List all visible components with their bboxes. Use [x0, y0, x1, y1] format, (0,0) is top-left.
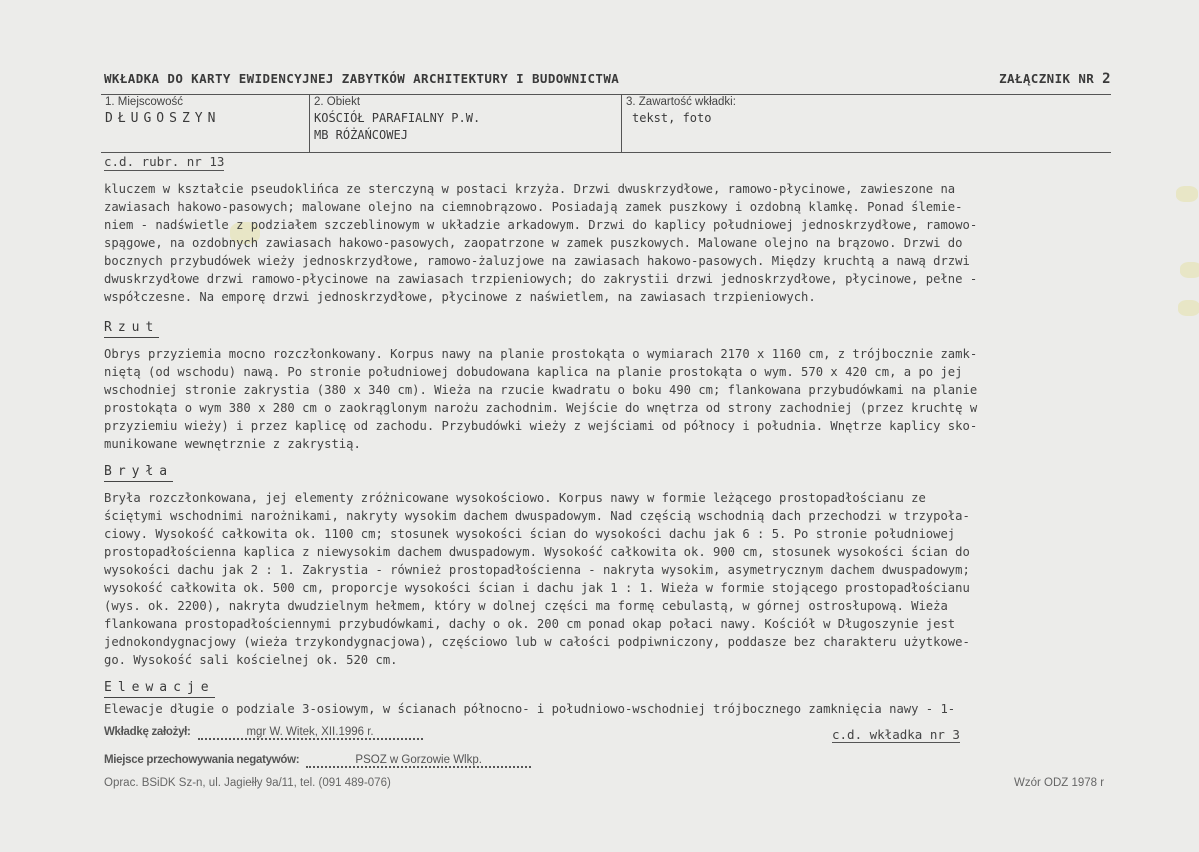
object-cell	[309, 95, 622, 152]
text-line: wysokości dachu jak 2 : 1. Zakrystia - również prostopadłościenna - nakryta wysokim, asymetrycznym dachem dwuspadowym;	[104, 563, 970, 577]
elewacje-paragraph	[104, 700, 1124, 718]
text-line: bocznych przybudówek wieży jednoskrzydłowe, ramowo-żaluzjowe na zawiasach hakowo-pasowych. Między kruchtą a nawą drzwi	[104, 254, 970, 268]
text-line: Elewacje długie o podziale 3-osiowym, w ścianach północno- i południowo-wschodniej trójbocznego zamknięcia nawy - 1-	[104, 702, 956, 716]
continued-insert-note	[832, 727, 960, 743]
text-line: zawiasach hakowo-pasowych; malowane olejno na ciemnobrązowo. Posiadają zamek puszkowy i ozdobną klamkę. Ponad ślemie-	[104, 200, 963, 214]
insert-author-text: mgr W. Witek, XII.1996 r.	[246, 726, 374, 738]
insert-author-row	[104, 724, 423, 740]
content-label: 3. Zawartość wkładki:	[626, 96, 736, 108]
continuation-note: c.d. rubr. nr 13	[104, 154, 225, 169]
text-line: ściętymi wschodnimi narożnikami, nakryty wysokim dachem dwuspadowym. Nad częścią wschodnią dach przechodzi w trzypoła-	[104, 509, 970, 523]
annex-label: ZAŁĄCZNIK NR	[999, 71, 1095, 86]
form-title: WKŁADKA DO KARTY EWIDENCYJNEJ ZABYTKÓW ARCHITEKTURY I BUDOWNICTWA	[104, 71, 620, 86]
object-value-line1: KOŚCIÓŁ PARAFIALNY P.W.	[314, 111, 481, 125]
locality-label: 1. Miejscowość	[105, 96, 183, 108]
object-label: 2. Obiekt	[314, 96, 361, 108]
form-pattern: Wzór ODZ 1978 r	[1014, 777, 1105, 789]
section-title-elewacje: Elewacje	[104, 680, 215, 698]
annex-number	[999, 71, 1111, 87]
text-line: wysokość całkowita ok. 500 cm, proporcje wysokości ścian i dachu jak 1 : 1. Wieża w formie stojącego prostopadłościanu	[104, 581, 970, 595]
text-line: dwuskrzydłowe drzwi ramowo-płycinowe na zawiasach trzpieniowych; do zakrystii drzwi jednoskrzydłowe, płycinowe, pełne -	[104, 272, 978, 286]
content-value: tekst, foto	[632, 111, 712, 125]
header-grid	[101, 94, 1111, 153]
text-line: współczesne. Na emporę drzwi jednoskrzydłowe, płycinowe z naświetlem, na zawiasach trzpieniowych.	[104, 290, 816, 304]
text-line: jednokondygnacjowy (wieża trzykondygnacjowa), częściowo lub w całości podpiwniczony, poddasze bez charakteru użytkowe-	[104, 635, 970, 649]
insert-author-label: Wkładkę założył:	[104, 726, 191, 738]
object-value-line2: MB RÓŻAŃCOWEJ	[314, 128, 408, 142]
locality-value: DŁUGOSZYN	[105, 111, 221, 126]
negatives-storage-text: PSOZ w Gorzowie Wlkp.	[355, 754, 482, 766]
rzut-paragraph	[104, 345, 1124, 453]
text-line: niętą (od wschodu) nawą. Po stronie południowej dobudowana kaplica na planie prostokąta o wym. 570 x 420 cm, a po jej	[104, 365, 963, 379]
negatives-storage-value	[306, 754, 531, 768]
prepared-by: Oprac. BSiDK Sz-n, ul. Jagiełły 9a/11, tel. (091 489-076)	[104, 777, 391, 789]
locality-cell	[101, 95, 309, 152]
bryla-paragraph	[104, 489, 1124, 669]
text-line: kluczem w kształcie pseudoklińca ze sterczyną w postaci krzyża. Drzwi dwuskrzydłowe, ramowo-płycinowe, zawieszone na	[104, 182, 956, 196]
text-line: munikowane wewnętrznie z zakrystią.	[104, 437, 361, 451]
text-line: prostokąta o wym 380 x 280 cm o zaokrąglonym narożu zachodnim. Wejście do wnętrza od strony zachodniej (przez kruchtę w	[104, 401, 978, 415]
continued-insert-text: c.d. wkładka nr 3	[832, 727, 960, 742]
text-line: (wys. ok. 2200), nakryta dwudzielnym hełmem, który w dolnej części ma formę cebulastą, w górnej ostrosłupową. Wieża	[104, 599, 948, 613]
text-line: prostopadłościenna kaplica z niewysokim dachem dwuspadowym. Wysokość całkowita ok. 900 cm, stosunek wysokości ścian do	[104, 545, 970, 559]
negatives-storage-label: Miejsce przechowywania negatywów:	[104, 754, 300, 766]
annex-value: 2	[1102, 71, 1111, 87]
text-line: przyziemiu wieży) i przez kaplicę od zachodu. Przybudówki wieży z wejściami od północy i południa. Wnętrze kaplicy sko-	[104, 419, 978, 433]
section-title-bryla: Bryła	[104, 464, 173, 482]
intro-paragraph	[104, 180, 1124, 306]
negatives-storage-row	[104, 752, 531, 768]
text-line: ciowy. Wysokość całkowita ok. 1100 cm; stosunek wysokości ścian do wysokości dachu jak 6 : 5. Po stronie południowej	[104, 527, 956, 541]
paper-stain	[1178, 300, 1199, 316]
text-line: flankowana prostopadłościennymi przybudówkami, dachy o ok. 200 cm ponad okap połaci nawy. Kościół w Długoszynie jest	[104, 617, 956, 631]
paper-stain	[1176, 186, 1198, 202]
paper-stain	[1180, 262, 1199, 278]
text-line: Obrys przyziemia mocno rozczłonkowany. Korpus nawy na planie prostokąta o wymiarach 2170 x 1160 cm, z trójbocznie zamk-	[104, 347, 978, 361]
text-line: niem - nadświetle z podziałem szczeblinowym w układzie arkadowym. Drzwi do kaplicy południowej jednoskrzydłowe, ramowo-	[104, 218, 978, 232]
content-cell	[621, 95, 1112, 152]
text-line: spągowe, na ozdobnych zawiasach hakowo-pasowych, zaopatrzone w zamek puszkowych. Malowane olejno na brązowo. Drzwi do	[104, 236, 963, 250]
object-value	[314, 110, 480, 144]
section-title-rzut: Rzut	[104, 320, 159, 338]
text-line: wschodniej stronie zakrystia (380 x 340 cm). Wieża na rzucie kwadratu o boku 490 cm; flankowana przybudówkami na planie	[104, 383, 978, 397]
insert-author-value	[198, 726, 423, 740]
text-line: Bryła rozczłonkowana, jej elementy zróżnicowane wysokościowo. Korpus nawy w formie leżącego prostopadłościanu ze	[104, 491, 926, 505]
text-line: go. Wysokość sali kościelnej ok. 520 cm.	[104, 653, 398, 667]
